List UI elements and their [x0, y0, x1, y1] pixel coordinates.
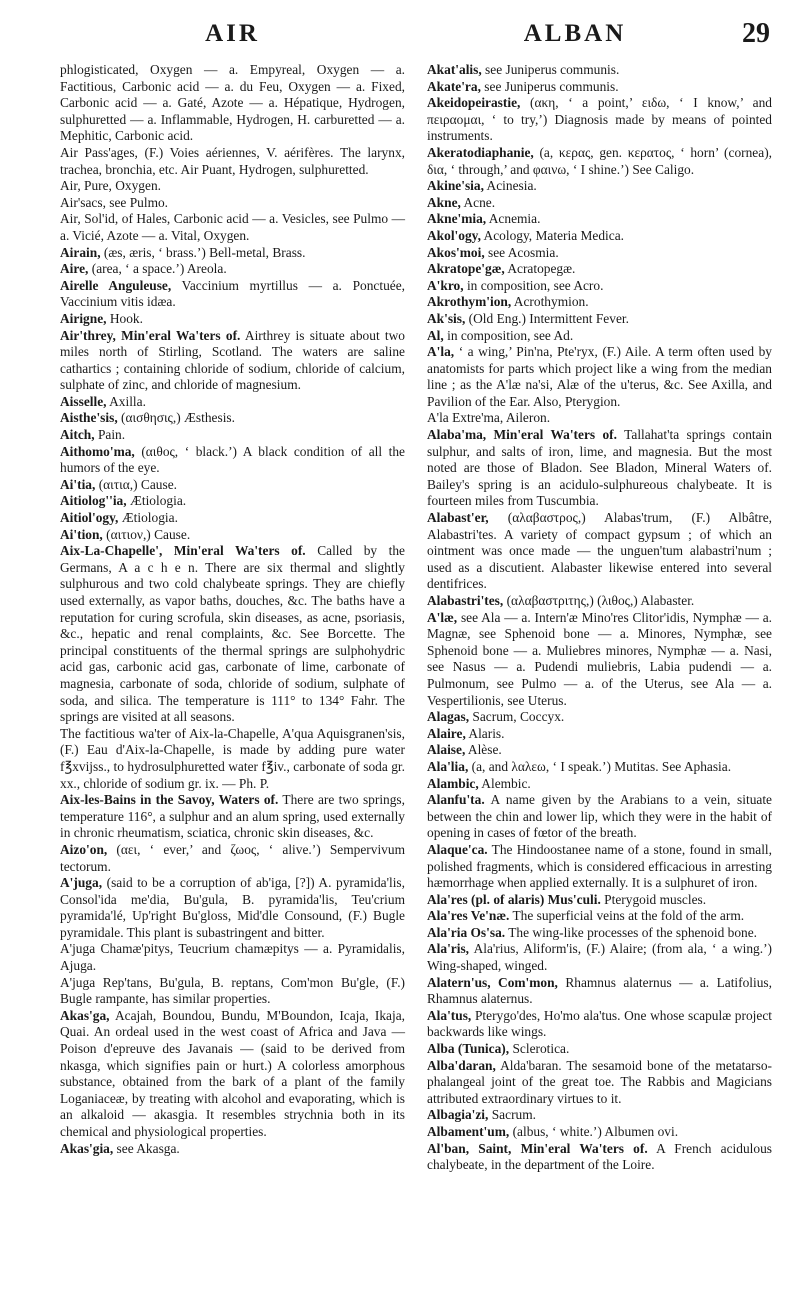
- entry-definition: see Acosmia.: [484, 244, 559, 260]
- entry-definition: Sacrum, Coccyx.: [469, 709, 565, 725]
- dictionary-entry: [60, 195, 405, 212]
- entry-definition: (albus, ‘ white.’) Albumen ovi.: [509, 1124, 679, 1139]
- dictionary-entry: [427, 892, 772, 909]
- dictionary-entry: [60, 726, 405, 792]
- entry-definition: Pterygo'des, Ho'mo ala'tus. One whose scapulæ project backwards like wings.: [427, 1007, 772, 1040]
- dictionary-entry: [427, 908, 772, 925]
- header-left-guide-word: AIR: [205, 20, 260, 47]
- dictionary-entry: [427, 145, 772, 178]
- entry-definition: (αει, ‘ ever,’ and ζωος, ‘ alive.’) Sempervivum tectorum.: [60, 841, 405, 874]
- entry-definition: A'juga Rep'tans, Bu'gula, B. reptans, Com'mon Bu'gle, (F.) Bugle rampante, has similar properties.: [60, 974, 405, 1007]
- dictionary-entry: [60, 875, 405, 941]
- entry-definition: (said to be a corruption of ab'iga, [?]) A. pyramida'lis, Consol'ida me'dia, Bu'gula, B. pyramida'lis, Teu'crium pyramida'lé, Up'right Bu'gloss, Mid'dle Consound, (F.) Bugle pyramidale. This plant is subastringent and bitter.: [60, 875, 405, 940]
- entry-definition: Tallahat'ta springs contain sulphur, and salts of iron, lime, and magnesia. But the most noted are those of Bladon. See Bladon, Mineral Waters of. Bailey's spring is an acidulo-sulphureous chalybeate. It is fourteen miles from Tuscumbia.: [427, 427, 772, 509]
- entry-definition: Acratopegæ.: [504, 261, 576, 277]
- entry-headword: Ala'tus,: [427, 1007, 472, 1023]
- entry-definition: Ætiologia.: [126, 493, 187, 509]
- entry-headword: Ala'ris,: [427, 941, 470, 957]
- entry-definition: The superficial veins at the fold of the arm.: [509, 908, 745, 924]
- entry-headword: Ala'lia,: [427, 758, 469, 774]
- dictionary-entry: [60, 493, 405, 510]
- entry-headword: Aizo'on,: [60, 841, 108, 857]
- entry-definition: in composition, see Ad.: [443, 327, 574, 343]
- entry-headword: Ak'sis,: [427, 310, 466, 326]
- entry-definition: see Akasga.: [113, 1140, 180, 1156]
- entry-headword: Alaise,: [427, 742, 466, 758]
- entry-definition: Air, Pure, Oxygen.: [60, 178, 161, 194]
- entry-headword: Aix-les-Bains in the Savoy, Waters of.: [60, 792, 279, 808]
- entry-definition: Rhamnus alaternus — a. Latifolius, Rhamnus alaternus.: [427, 974, 772, 1007]
- entry-definition: The wing-like processes of the sphenoid bone.: [505, 924, 758, 940]
- entry-headword: Akne'mia,: [427, 211, 487, 227]
- entry-headword: Aix-La-Chapelle', Min'eral Wa'ters of.: [60, 543, 306, 559]
- dictionary-entry: [427, 1107, 772, 1124]
- entry-definition: Alembic.: [478, 775, 531, 791]
- entry-headword: Akine'sia,: [427, 178, 484, 194]
- entry-definition: A French acidulous chalybeate, in the department of the Loire.: [427, 1140, 772, 1173]
- entry-headword: Akos'moi,: [427, 244, 485, 260]
- entry-headword: Akne,: [427, 194, 461, 210]
- running-header: [60, 20, 770, 56]
- dictionary-entry: [427, 792, 772, 842]
- entry-definition: Called by the Germans, A a c h e n. There are six thermal and slightly sulphurous and two cold chalybeate springs. They are chiefly used externally, as vapor baths, douches, &c. The baths have a reputation for curing scrofula, skin diseases, as acne, psoriasis, &c., hepatic and renal complaints, &c. See Borcette. The principal constituents of the thermal springs are sulphohydric acid gas, carbonic acid gas, carbonate of lime, carbonate of magnesia, carbonate of soda, chloride of sodium, sulphate of soda, and silica. The temperature is 111° to 134° Fahr. The springs are visited at all seasons.: [60, 543, 406, 725]
- entry-definition: Ala'rius, Aliform'is, (F.) Alaire; (from ala, ‘ a wing.’) Wing-shaped, winged.: [427, 941, 772, 974]
- dictionary-entry: [427, 294, 772, 311]
- entry-headword: Al,: [427, 327, 444, 343]
- dictionary-entry: [427, 742, 772, 759]
- entry-headword: Aitiol'ogy,: [60, 510, 119, 526]
- entry-headword: Akas'ga,: [60, 1007, 110, 1023]
- dictionary-entry: [427, 941, 772, 974]
- dictionary-entry: [427, 427, 772, 510]
- entry-headword: A'læ,: [427, 609, 458, 625]
- entry-headword: Ala'res (pl. of alaris) Mus'culi.: [427, 891, 601, 907]
- entry-definition: (ακη, ‘ a point,’ ειδω, ‘ I know,’ and πειραομαι, ‘ to try,’) Diagnosis made by means of pointed instruments.: [427, 95, 772, 144]
- entry-headword: Ai'tion,: [60, 526, 103, 542]
- entry-definition: Acne.: [460, 194, 496, 210]
- entry-headword: Albagia'zi,: [427, 1107, 489, 1123]
- dictionary-entry: [427, 975, 772, 1008]
- dictionary-entry: [427, 726, 772, 743]
- entry-definition: Sacrum.: [488, 1107, 536, 1123]
- entry-headword: Akeidopeirastie,: [427, 95, 521, 111]
- entry-headword: Akate'ra,: [427, 78, 481, 94]
- dictionary-entry: [427, 1041, 772, 1058]
- left-column: [60, 62, 405, 1157]
- entry-definition: Vaccinium myrtillus — a. Ponctuée, Vaccinium vitis idæa.: [60, 277, 405, 310]
- dictionary-entry: [60, 211, 405, 244]
- entry-definition: (Old Eng.) Intermittent Fever.: [465, 310, 629, 326]
- dictionary-entry: [60, 245, 405, 262]
- dictionary-entry: [427, 95, 772, 145]
- entry-definition: Airthrey is situate about two miles north of Stirling, Scotland. The waters are saline cathartics ; containing chloride of sodium, chloride of calcium, sulphate of zinc, and chloride of magnesium.: [60, 327, 405, 393]
- entry-definition: A name given by the Arabians to a vein, situate between the chin and lower lip, which they were in the habit of opening in cases of fœtor of the breath.: [427, 792, 772, 841]
- header-right-guide-word: ALBAN: [523, 20, 627, 47]
- dictionary-entry: [60, 510, 405, 527]
- entry-headword: Al'ban, Saint, Min'eral Wa'ters of.: [427, 1140, 648, 1156]
- dictionary-entry: [427, 1124, 772, 1141]
- entry-headword: Akas'gia,: [60, 1140, 114, 1156]
- right-column: [427, 62, 772, 1174]
- dictionary-entry: [60, 394, 405, 411]
- entry-headword: Aisthe'sis,: [60, 410, 118, 426]
- entry-headword: Aisselle,: [60, 393, 107, 409]
- dictionary-entry: [427, 610, 772, 710]
- entry-headword: Aire,: [60, 261, 89, 277]
- entry-headword: Alanfu'ta.: [427, 792, 485, 808]
- dictionary-entry: [60, 410, 405, 427]
- entry-headword: Alagas,: [427, 709, 470, 725]
- entry-headword: Ala'ria Os'sa.: [427, 924, 506, 940]
- entry-definition: Air, Sol'id, of Hales, Carbonic acid — a. Vesicles, see Pulmo — a. Vicié, Azote — a. Vital, Oxygen.: [60, 211, 405, 243]
- entry-definition: (area, ‘ a space.’) Areola.: [88, 261, 227, 277]
- entry-headword: Akratope'gæ,: [427, 261, 505, 277]
- entry-definition: The factitious wa'ter of Aix-la-Chapelle, A'qua Aquisgranen'sis, (F.) Eau d'Aix-la-Chapelle, is made by adding pure water f℥xvijss., to hydrosulphuretted water f℥iv., carbonate of soda gr. xx., chloride of sodium gr. ix. — Ph. P.: [60, 725, 405, 791]
- entry-definition: Alda'baran. The sesamoid bone of the metatarso-phalangeal joint of the great toe. The Rabbis and Magicians attributed extraordinary virtues to it.: [427, 1057, 772, 1106]
- entry-headword: Alatern'us, Com'mon,: [427, 974, 558, 990]
- entry-definition: Sclerotica.: [509, 1041, 570, 1057]
- entry-definition: phlogisticated, Oxygen — a. Empyreal, Oxygen — a. Factitious, Carbonic acid — a. du Feu, Oxygen — a. Fixed, Carbonic acid — a. Gaté, Azote — a. Hépatique, Hydrogen, sulphuretted — a. Inflammable, Hydrogen, H. carburetted — a. Mephitic, Carbonic acid.: [60, 62, 405, 144]
- entry-headword: Aitiolog''ia,: [60, 493, 127, 509]
- dictionary-entry: [427, 925, 772, 942]
- entry-definition: see Juniperus communis.: [481, 62, 620, 77]
- entry-headword: Ai'tia,: [60, 476, 96, 492]
- entry-definition: see Ala — a. Intern'æ Mino'res Clitor'idis, Nymphæ — a. Magnæ, see Sphenoid bone — a. Minores, Nymphæ, see Sphenoid bone — a. Muliebres minores, Nymphæ — a. Nasi, see Nasus — a. Pudendi muliebris, Labia pudendi — a. Pulmonum, see Pulmo — a. of the Uterus, see Ala — a. Vespertilionis, see Uterus.: [427, 609, 772, 708]
- entry-definition: (αλαβαστριτης,) (λιθος,) Alabaster.: [503, 593, 695, 608]
- dictionary-entry: [427, 410, 772, 427]
- entry-definition: (αιθος, ‘ black.’) A black condition of all the humors of the eye.: [60, 443, 405, 476]
- entry-definition: A'la Extre'ma, Aileron.: [427, 410, 551, 426]
- entry-definition: Ætiologia.: [118, 510, 178, 526]
- entry-headword: Aithomo'ma,: [60, 443, 135, 459]
- entry-definition: Alèse.: [465, 742, 502, 758]
- entry-headword: Akat'alis,: [427, 62, 482, 77]
- entry-headword: Airigne,: [60, 310, 107, 326]
- dictionary-entry: [60, 311, 405, 328]
- dictionary-entry: [60, 792, 405, 842]
- dictionary-entry: [60, 427, 405, 444]
- dictionary-entry: [60, 842, 405, 875]
- entry-definition: in composition, see Acro.: [463, 277, 604, 293]
- dictionary-entry: [60, 477, 405, 494]
- dictionary-entry: [427, 211, 772, 228]
- entry-headword: Air'threy, Min'eral Wa'ters of.: [60, 327, 241, 343]
- entry-definition: (æs, æris, ‘ brass.’) Bell-metal, Brass.: [100, 244, 306, 260]
- dictionary-entry: [427, 261, 772, 278]
- dictionary-entry: [60, 62, 405, 145]
- entry-definition: Axilla.: [106, 393, 146, 409]
- entry-headword: Alabast'er,: [427, 510, 489, 526]
- dictionary-entry: [427, 178, 772, 195]
- entry-headword: Akrothym'ion,: [427, 294, 512, 310]
- dictionary-entry: [427, 245, 772, 262]
- entry-definition: (a, κερας, gen. κερατος, ‘ horn’ (cornea), δια, ‘ through,’ and φαινω, ‘ I shine.’) See Caligo.: [427, 144, 772, 177]
- dictionary-entry: [427, 344, 772, 410]
- dictionary-entry: [60, 178, 405, 195]
- entry-definition: (αισθησις,) Æsthesis.: [117, 410, 235, 426]
- page-number: 29: [742, 18, 770, 49]
- entry-definition: Air'sacs, see Pulmo.: [60, 194, 169, 210]
- entry-headword: Alambic,: [427, 775, 479, 791]
- dictionary-entry: [427, 195, 772, 212]
- entry-headword: Aitch,: [60, 427, 95, 443]
- entry-definition: Alaris.: [465, 725, 505, 741]
- entry-definition: (a, and λαλεω, ‘ I speak.’) Mutitas. See Aphasia.: [468, 758, 732, 774]
- entry-definition: Acnemia.: [486, 211, 541, 227]
- entry-definition: (αιτια,) Cause.: [95, 476, 177, 492]
- entry-headword: A'juga,: [60, 875, 103, 891]
- dictionary-entry: [60, 543, 405, 726]
- entry-definition: The Hindoostanee name of a stone, found in small, polished fragments, which is considered efficacious in arresting hæmorrhage when applied externally. It is a sulphuret of iron.: [427, 841, 772, 891]
- entry-definition: A'juga Chamæ'pitys, Teucrium chamæpitys — a. Pyramidalis, Ajuga.: [60, 941, 405, 974]
- entry-headword: Alba (Tunica),: [427, 1041, 510, 1057]
- entry-headword: Airelle Anguleuse,: [60, 277, 172, 293]
- entry-headword: Alabastri'tes,: [427, 593, 504, 608]
- dictionary-entry: [60, 527, 405, 544]
- entry-definition: (αιτιον,) Cause.: [102, 526, 191, 542]
- dictionary-entry: [427, 1058, 772, 1108]
- dictionary-entry: [427, 842, 772, 892]
- entry-definition: Acinesia.: [483, 178, 537, 194]
- dictionary-entry: [427, 278, 772, 295]
- dictionary-entry: [60, 444, 405, 477]
- entry-definition: Pterygoid muscles.: [600, 891, 707, 907]
- dictionary-entry: [60, 145, 405, 178]
- entry-headword: Ala'res Ve'næ.: [427, 908, 510, 924]
- dictionary-entry: [60, 1141, 405, 1158]
- dictionary-entry: [60, 278, 405, 311]
- entry-headword: Airain,: [60, 244, 101, 260]
- entry-headword: Akol'ogy,: [427, 227, 481, 243]
- entry-headword: A'la,: [427, 344, 455, 360]
- entry-definition: Hook.: [106, 310, 143, 326]
- entry-definition: Pain.: [94, 427, 126, 443]
- dictionary-entry: [427, 776, 772, 793]
- dictionary-entry: [60, 1008, 405, 1141]
- entry-headword: Alaba'ma, Min'eral Wa'ters of.: [427, 427, 617, 443]
- dictionary-entry: [60, 328, 405, 394]
- entry-definition: ‘ a wing,’ Pin'na, Pte'ryx, (F.) Aile. A term often used by anatomists for parts which project like a wing from the median line ; as the A'læ na'si, Alæ of the u'terus, &c. See Axilla, and Pavilion of the Ear. Also, Pterygion.: [427, 344, 772, 409]
- dictionary-entry: [427, 510, 772, 593]
- entry-definition: Acajah, Boundou, Bundu, M'Boundon, Icaja, Ikaja, Quai. An ordeal used in the west coast of Africa and Java — Poison d'epreuve des Javanais — (said to be derived from nkasga, which signifies pain or hurt.) A colorless amorphous substance, obtained from the bark of a plant of the family Loganiaceæ, by treating with alcohol and evaporating, which is an alkaloid — akasgia. It resembles strychnia both in its chemical and physiological properties.: [60, 1007, 405, 1139]
- entry-definition: Air Pass'ages, (F.) Voies aériennes, V. aérifères. The larynx, trachea, bronchia, etc. Air Puant, Hydrogen, sulphuretted.: [60, 144, 405, 177]
- dictionary-entry: [427, 328, 772, 345]
- dictionary-entry: [427, 709, 772, 726]
- entry-definition: There are two springs, temperature 116°, a sulphur and an alum spring, used externally in chronic rheumatism, sciatica, chronic skin diseases, &c.: [60, 792, 405, 841]
- entry-definition: see Juniperus communis.: [480, 78, 619, 94]
- entry-headword: A'kro,: [427, 277, 464, 293]
- dictionary-entry: [427, 79, 772, 96]
- entry-definition: Acology, Materia Medica.: [480, 227, 624, 243]
- dictionary-entry: [427, 1008, 772, 1041]
- dictionary-entry: [60, 941, 405, 974]
- entry-definition: Acrothymion.: [511, 294, 589, 310]
- dictionary-entry: [427, 759, 772, 776]
- dictionary-entry: [60, 975, 405, 1008]
- dictionary-entry: [427, 228, 772, 245]
- entry-headword: Akeratodiaphanie,: [427, 144, 534, 160]
- dictionary-entry: [427, 593, 772, 610]
- dictionary-entry: [427, 1141, 772, 1174]
- entry-headword: Alaque'ca.: [427, 841, 488, 857]
- dictionary-entry: [60, 261, 405, 278]
- entry-definition: (αλαβαστρος,) Alabas'trum, (F.) Albâtre, Alabastri'tes. A variety of compact gypsum ; of which an ointment was once made — the unguen'tum alabastri'num ; used as a discutient. Alabaster likewise entered into several dentifrices.: [427, 510, 772, 592]
- dictionary-entry: [427, 311, 772, 328]
- entry-headword: Alaire,: [427, 725, 466, 741]
- entry-headword: Alba'daran,: [427, 1057, 496, 1073]
- dictionary-entry: [427, 62, 772, 79]
- entry-headword: Albament'um,: [427, 1124, 510, 1139]
